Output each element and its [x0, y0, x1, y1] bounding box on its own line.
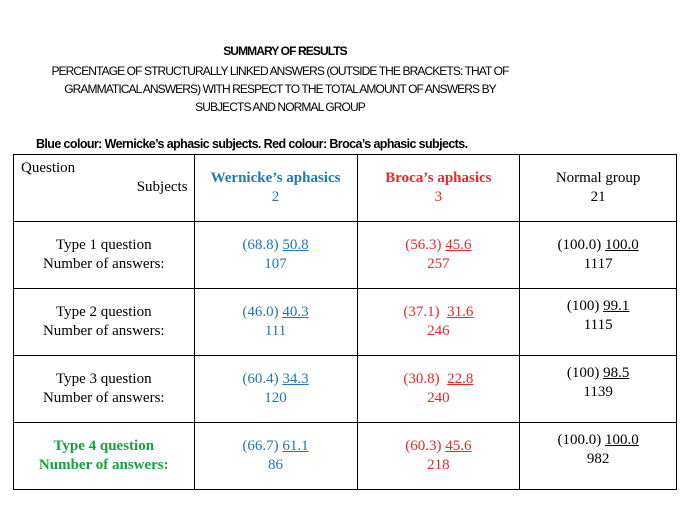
- wernicke-linked-pct: 61.1: [282, 438, 309, 454]
- table-row: [14, 289, 677, 356]
- wernicke-linked-pct: 50.8: [282, 237, 309, 253]
- normal-grammatical-pct: (100.0): [557, 237, 602, 253]
- broca-linked-pct: 45.6: [445, 438, 472, 454]
- normal-grammatical-pct: (100): [566, 365, 600, 381]
- normal-linked-pct: 100.0: [605, 432, 639, 448]
- table-row: [14, 222, 677, 289]
- normal-group-count: 21: [590, 189, 606, 205]
- normal-cell: [520, 289, 677, 356]
- answers-count-label: Number of answers:: [42, 256, 165, 272]
- normal-cell: [520, 222, 677, 289]
- broca-answer-count: 218: [427, 457, 450, 473]
- broca-cell: [357, 423, 520, 490]
- broca-grammatical-pct: (60.3): [405, 438, 442, 454]
- normal-cell: [520, 356, 677, 423]
- question-cell: [14, 289, 195, 356]
- question-header-label: Question: [21, 160, 76, 176]
- normal-grammatical-pct: (100): [566, 298, 600, 314]
- wernicke-cell: [194, 423, 357, 490]
- summary-title: SUMMARY OF RESULTS: [223, 44, 347, 58]
- question-cell: [14, 356, 195, 423]
- wernicke-group-name: Wernicke’s aphasics: [210, 170, 341, 186]
- wernicke-cell: [194, 222, 357, 289]
- wernicke-answer-count: 107: [264, 256, 287, 272]
- normal-cell: [520, 423, 677, 490]
- normal-answer-count: 982: [586, 451, 610, 467]
- question-cell: [14, 423, 195, 490]
- wernicke-linked-pct: 34.3: [282, 371, 309, 387]
- table-row: [14, 423, 677, 490]
- broca-cell: [357, 356, 520, 423]
- broca-cell: [357, 222, 520, 289]
- subtitle-line-1: PERCENTAGE OF STRUCTURALLY LINKED ANSWERS (OUTSIDE THE BRACKETS: THAT OF: [51, 64, 509, 78]
- normal-header-cell: [520, 155, 677, 222]
- broca-answer-count: 246: [427, 323, 450, 339]
- subjects-header-label: Subjects: [136, 179, 188, 195]
- broca-grammatical-pct: (37.1): [403, 304, 440, 320]
- wernicke-grammatical-pct: (60.4): [242, 371, 279, 387]
- broca-grammatical-pct: (56.3): [405, 237, 442, 253]
- question-type-label: Type 3 question: [55, 371, 152, 387]
- broca-linked-pct: 45.6: [445, 237, 472, 253]
- wernicke-answer-count: 86: [268, 457, 284, 473]
- wernicke-answer-count: 111: [264, 323, 287, 339]
- question-cell: [14, 222, 195, 289]
- normal-answer-count: 1117: [583, 256, 613, 272]
- normal-grammatical-pct: (100.0): [557, 432, 602, 448]
- wernicke-cell: [194, 356, 357, 423]
- wernicke-grammatical-pct: (66.7): [242, 438, 279, 454]
- wernicke-grammatical-pct: (68.8): [242, 237, 279, 253]
- normal-linked-pct: 100.0: [605, 237, 639, 253]
- header-question-subjects-cell: [14, 155, 195, 222]
- normal-answer-count: 1115: [583, 317, 613, 333]
- broca-grammatical-pct: (30.8): [403, 371, 440, 387]
- wernicke-cell: [194, 289, 357, 356]
- normal-linked-pct: 99.1: [603, 298, 630, 314]
- broca-linked-pct: 22.8: [447, 371, 474, 387]
- colour-legend: Blue colour: Wernicke’s aphasic subjects. Red colour: Broca’s aphasic subjects.: [36, 137, 468, 151]
- question-type-label: Type 4 question: [53, 438, 155, 454]
- broca-answer-count: 257: [427, 256, 450, 272]
- results-table: [13, 154, 677, 490]
- subtitle-line-3: SUBJECTS AND NORMAL GROUP: [195, 100, 365, 114]
- wernicke-header-cell: [194, 155, 357, 222]
- table-row: [14, 356, 677, 423]
- answers-count-label: Number of answers:: [38, 457, 169, 473]
- question-type-label: Type 2 question: [55, 304, 152, 320]
- subtitle-line-2: GRAMMATICAL ANSWERS) WITH RESPECT TO THE TOTAL AMOUNT OF ANSWERS BY: [64, 82, 496, 96]
- normal-group-name: Normal group: [555, 170, 641, 186]
- answers-count-label: Number of answers:: [42, 390, 165, 406]
- wernicke-grammatical-pct: (46.0): [242, 304, 279, 320]
- wernicke-group-count: 2: [271, 189, 280, 205]
- wernicke-answer-count: 120: [264, 390, 287, 406]
- answers-count-label: Number of answers:: [42, 323, 165, 339]
- normal-answer-count: 1139: [583, 384, 613, 400]
- wernicke-linked-pct: 40.3: [282, 304, 309, 320]
- broca-group-count: 3: [434, 189, 443, 205]
- broca-group-name: Broca’s aphasics: [385, 170, 492, 186]
- normal-linked-pct: 98.5: [603, 365, 630, 381]
- header-row: [14, 155, 677, 222]
- broca-header-cell: [357, 155, 520, 222]
- broca-cell: [357, 289, 520, 356]
- broca-linked-pct: 31.6: [447, 304, 474, 320]
- question-type-label: Type 1 question: [55, 237, 152, 253]
- broca-answer-count: 240: [427, 390, 450, 406]
